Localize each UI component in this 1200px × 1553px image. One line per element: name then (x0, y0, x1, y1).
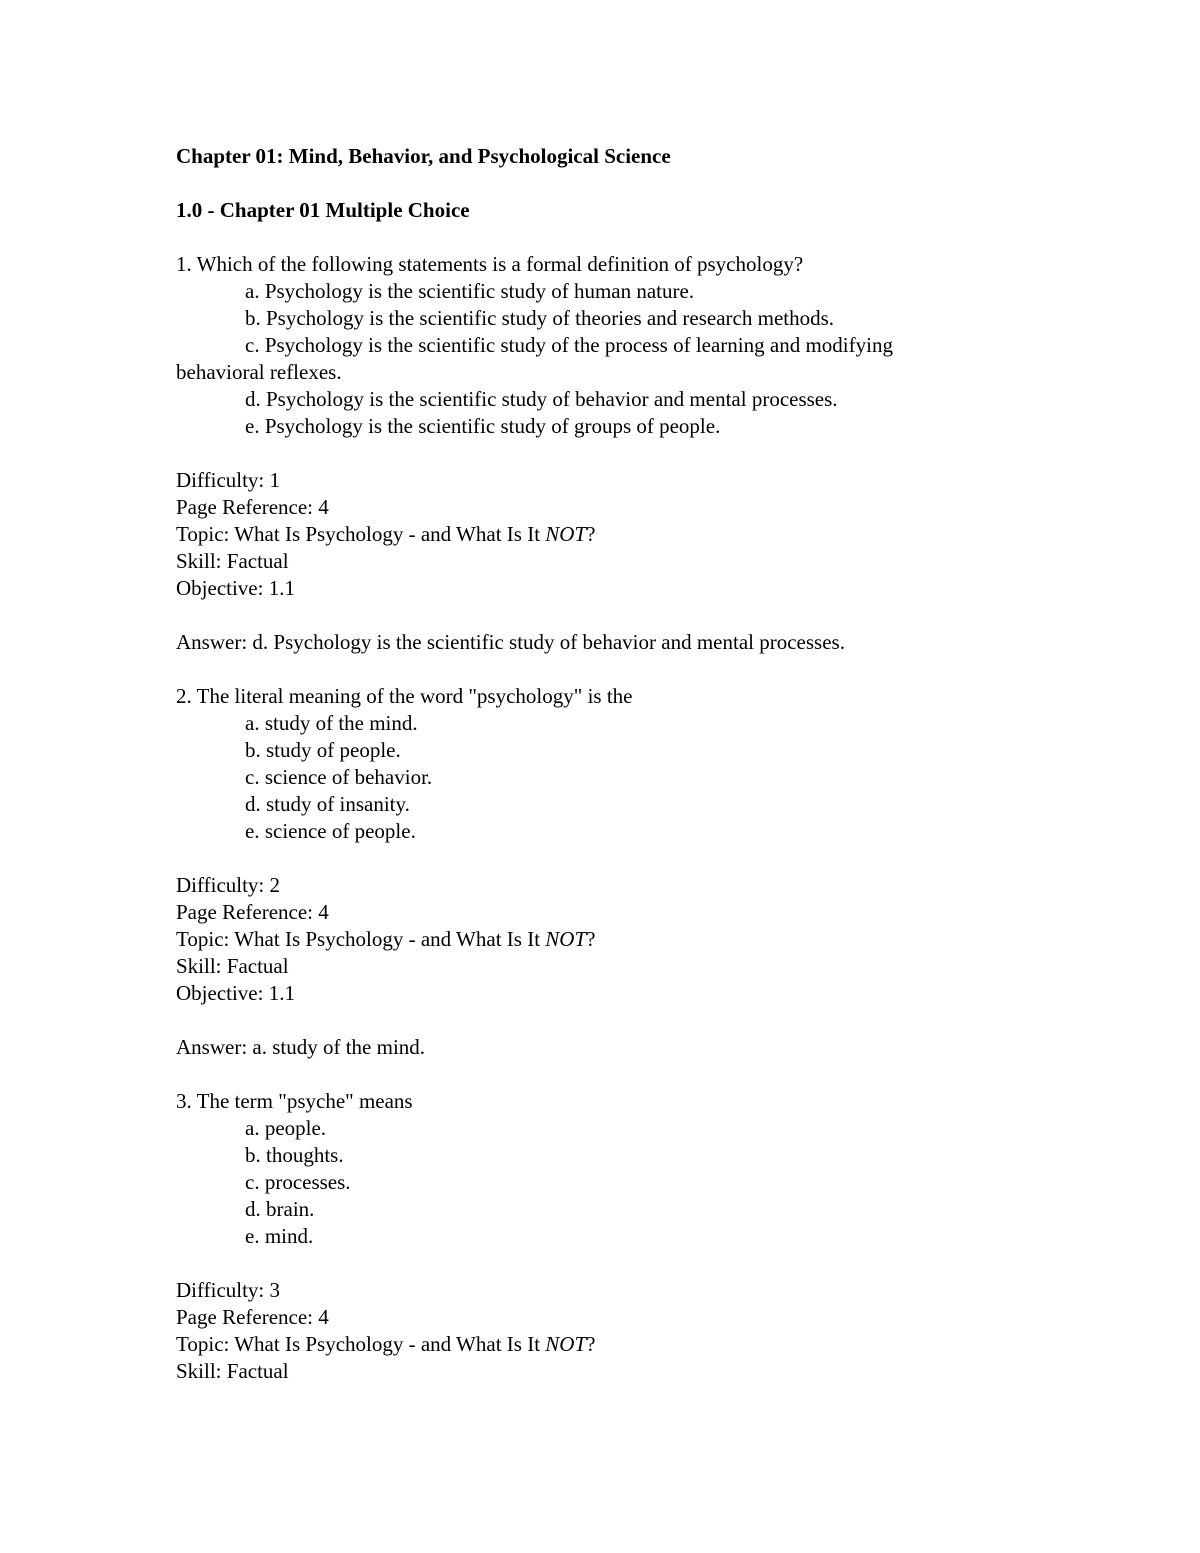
topic (176, 1331, 996, 1358)
question-2 (176, 683, 996, 1088)
spacer (176, 1007, 996, 1034)
spacer (176, 656, 996, 683)
spacer (176, 1061, 996, 1088)
topic (176, 521, 996, 548)
answer: Answer: d. Psychology is the scientific study of behavior and mental processes. (176, 630, 845, 654)
topic-suffix: ? (586, 1332, 596, 1356)
skill: Skill: Factual (176, 1359, 289, 1383)
topic (176, 926, 996, 953)
topic-prefix: Topic: What Is Psychology - and What Is It (176, 927, 546, 951)
answer-option: d. Psychology is the scientific study of behavior and mental processes. (245, 387, 838, 411)
answer-option: b. Psychology is the scientific study of theories and research methods. (245, 306, 835, 330)
topic-emphasis: NOT (545, 522, 587, 546)
answer-option: c. Psychology is the scientific study of the process of learning and modifying (245, 333, 893, 357)
chapter-title: Chapter 01: Mind, Behavior, and Psychological Science (176, 144, 671, 168)
question-prompt: 3. The term "psyche" means (176, 1089, 413, 1113)
question-1 (176, 251, 996, 683)
skill: Skill: Factual (176, 954, 289, 978)
question-prompt: 2. The literal meaning of the word "psychology" is the (176, 684, 633, 708)
skill: Skill: Factual (176, 549, 289, 573)
answer-option: a. study of the mind. (245, 711, 418, 735)
answer-option-continuation: behavioral reflexes. (176, 360, 342, 384)
answer-option: b. thoughts. (245, 1143, 344, 1167)
question-3 (176, 1088, 996, 1385)
topic-suffix: ? (586, 927, 596, 951)
spacer (176, 1250, 996, 1277)
answer: Answer: a. study of the mind. (176, 1035, 426, 1059)
answer-option: a. people. (245, 1116, 327, 1140)
difficulty: Difficulty: 3 (176, 1278, 281, 1302)
objective: Objective: 1.1 (176, 981, 295, 1005)
page-reference: Page Reference: 4 (176, 1305, 329, 1329)
spacer (176, 170, 996, 197)
spacer (176, 440, 996, 467)
answer-option: e. mind. (245, 1224, 314, 1248)
topic-emphasis: NOT (545, 1332, 587, 1356)
answer-option: b. study of people. (245, 738, 401, 762)
section-title: 1.0 - Chapter 01 Multiple Choice (176, 198, 470, 222)
topic-prefix: Topic: What Is Psychology - and What Is It (176, 522, 546, 546)
page-reference: Page Reference: 4 (176, 900, 329, 924)
document-body (176, 143, 996, 1385)
answer-option: c. science of behavior. (245, 765, 433, 789)
question-prompt: 1. Which of the following statements is a formal definition of psychology? (176, 252, 804, 276)
answer-option: d. study of insanity. (245, 792, 410, 816)
page-reference: Page Reference: 4 (176, 495, 329, 519)
answer-option: e. science of people. (245, 819, 416, 843)
difficulty: Difficulty: 2 (176, 873, 281, 897)
answer-option: e. Psychology is the scientific study of groups of people. (245, 414, 721, 438)
answer-option: a. Psychology is the scientific study of human nature. (245, 279, 695, 303)
topic-suffix: ? (586, 522, 596, 546)
answer-option: c. processes. (245, 1170, 351, 1194)
topic-prefix: Topic: What Is Psychology - and What Is It (176, 1332, 546, 1356)
spacer (176, 224, 996, 251)
difficulty: Difficulty: 1 (176, 468, 281, 492)
spacer (176, 845, 996, 872)
objective: Objective: 1.1 (176, 576, 295, 600)
answer-option: d. brain. (245, 1197, 315, 1221)
spacer (176, 602, 996, 629)
topic-emphasis: NOT (545, 927, 587, 951)
